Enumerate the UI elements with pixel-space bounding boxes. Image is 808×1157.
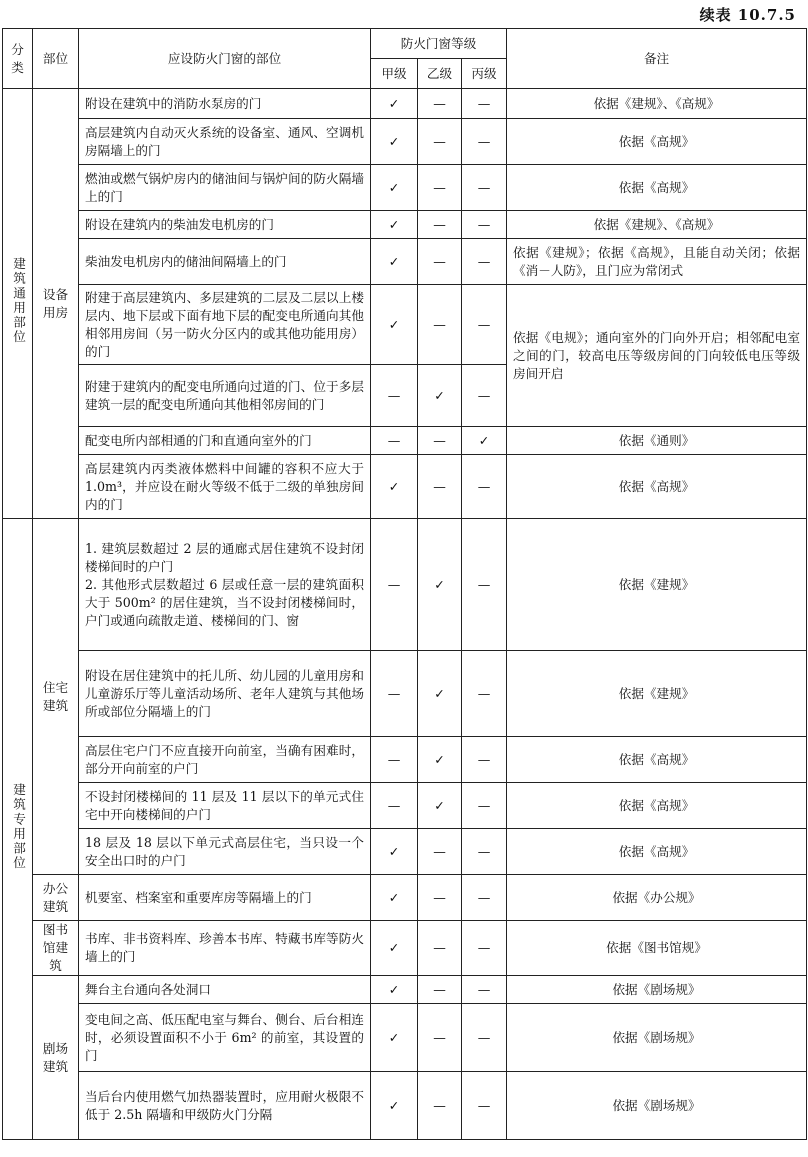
table-row <box>3 829 807 875</box>
remark: 依据《高规》 <box>507 829 807 875</box>
grade-a-mark: — <box>371 519 418 651</box>
grade-c-mark: — <box>462 875 507 921</box>
grade-a-mark: ✓ <box>371 921 418 976</box>
grade-b-mark: — <box>418 875 462 921</box>
door-location: 柴油发电机房内的储油间隔墙上的门 <box>79 239 371 285</box>
remark: 依据《高规》 <box>507 119 807 165</box>
remark: 依据《高规》 <box>507 165 807 211</box>
remark: 依据《建规》、《高规》 <box>507 211 807 239</box>
remark: 依据《高规》 <box>507 455 807 519</box>
grade-c-mark: — <box>462 239 507 285</box>
grade-c-mark: — <box>462 921 507 976</box>
grade-b-mark: ✓ <box>418 783 462 829</box>
grade-a-mark: ✓ <box>371 165 418 211</box>
grade-a-mark: ✓ <box>371 1004 418 1072</box>
grade-b-mark: — <box>418 1072 462 1140</box>
grade-b-mark: — <box>418 239 462 285</box>
table-row <box>3 651 807 737</box>
header-category: 分类 <box>3 29 33 89</box>
remark: 依据《剧场规》 <box>507 1072 807 1140</box>
grade-c-mark: ✓ <box>462 427 507 455</box>
grade-c-mark: — <box>462 783 507 829</box>
table-row <box>3 285 807 365</box>
grade-c-mark: — <box>462 829 507 875</box>
grade-a-mark: — <box>371 651 418 737</box>
table-row <box>3 1072 807 1140</box>
grade-b-mark: — <box>418 976 462 1004</box>
grade-c-mark: — <box>462 119 507 165</box>
table-row <box>3 239 807 285</box>
location-cell: 办公建筑 <box>33 875 79 921</box>
remark: 依据《建规》；依据《高规》，且能自动关闭；依据《消－人防》，且门应为常闭式 <box>507 239 807 285</box>
remark: 依据《通则》 <box>507 427 807 455</box>
door-location: 燃油或燃气锅炉房内的储油间与锅炉间的防火隔墙上的门 <box>79 165 371 211</box>
grade-a-mark: ✓ <box>371 976 418 1004</box>
door-location: 配变电所内部相通的门和直通向室外的门 <box>79 427 371 455</box>
table-row <box>3 455 807 519</box>
grade-c-mark: — <box>462 1004 507 1072</box>
header-location: 部位 <box>33 29 79 89</box>
location-cell: 住宅建筑 <box>33 519 79 875</box>
remark: 依据《剧场规》 <box>507 976 807 1004</box>
door-location: 机要室、档案室和重要库房等隔墙上的门 <box>79 875 371 921</box>
grade-a-mark: ✓ <box>371 89 418 119</box>
grade-b-mark: — <box>418 165 462 211</box>
door-location: 附设在居住建筑中的托儿所、幼儿园的儿童用房和儿童游乐厅等儿童活动场所、老年人建筑与其他场所或部位分隔墙上的门 <box>79 651 371 737</box>
remark: 依据《建规》 <box>507 519 807 651</box>
grade-c-mark: — <box>462 651 507 737</box>
door-location: 书库、非书资料库、珍善本书库、特藏书库等防火墙上的门 <box>79 921 371 976</box>
grade-b-mark: — <box>418 211 462 239</box>
door-location: 附设在建筑中的消防水泵房的门 <box>79 89 371 119</box>
table-caption: 续表 10.7.5 <box>699 6 796 24</box>
grade-c-mark: — <box>462 455 507 519</box>
table-row <box>3 783 807 829</box>
remark: 依据《电规》；通向室外的门向外开启；相邻配电室之间的门，较高电压等级房间的门向较低电压等级房间开启 <box>507 285 807 427</box>
grade-b-mark: — <box>418 119 462 165</box>
remark: 依据《建规》、《高规》 <box>507 89 807 119</box>
grade-c-mark: — <box>462 285 507 365</box>
table-row <box>3 519 807 651</box>
category-cell: 建筑通用部位 <box>3 89 33 519</box>
grade-b-mark: — <box>418 89 462 119</box>
door-location: 高层住宅户门不应直接开向前室，当确有困难时，部分开向前室的户门 <box>79 737 371 783</box>
door-location: 18 层及 18 层以下单元式高层住宅，当只设一个安全出口时的户门 <box>79 829 371 875</box>
grade-b-mark: ✓ <box>418 519 462 651</box>
grade-c-mark: — <box>462 976 507 1004</box>
grade-a-mark: ✓ <box>371 829 418 875</box>
grade-a-mark: ✓ <box>371 285 418 365</box>
grade-c-mark: — <box>462 211 507 239</box>
grade-a-mark: ✓ <box>371 875 418 921</box>
grade-b-mark: ✓ <box>418 737 462 783</box>
header-doors: 应设防火门窗的部位 <box>79 29 371 89</box>
table-row <box>3 89 807 119</box>
grade-b-mark: ✓ <box>418 651 462 737</box>
location-cell: 设备用房 <box>33 89 79 519</box>
door-location: 不设封闭楼梯间的 11 层及 11 层以下的单元式住宅中开向楼梯间的户门 <box>79 783 371 829</box>
table-row <box>3 875 807 921</box>
location-cell: 剧场建筑 <box>33 976 79 1140</box>
grade-c-mark: — <box>462 1072 507 1140</box>
grade-a-mark: ✓ <box>371 455 418 519</box>
table-row <box>3 737 807 783</box>
grade-c-mark: — <box>462 165 507 211</box>
header-remarks: 备注 <box>507 29 807 89</box>
grade-a-mark: — <box>371 365 418 427</box>
door-location: 高层建筑内自动灭火系统的设备室、通风、空调机房隔墙上的门 <box>79 119 371 165</box>
grade-a-mark: — <box>371 427 418 455</box>
grade-b-mark: — <box>418 427 462 455</box>
grade-c-mark: — <box>462 737 507 783</box>
table-row <box>3 1004 807 1072</box>
remark: 依据《图书馆规》 <box>507 921 807 976</box>
grade-b-mark: ✓ <box>418 365 462 427</box>
door-location: 舞台主台通向各处洞口 <box>79 976 371 1004</box>
header-grade-a: 甲级 <box>371 59 418 89</box>
grade-c-mark: — <box>462 365 507 427</box>
grade-b-mark: — <box>418 829 462 875</box>
table-row <box>3 427 807 455</box>
grade-a-mark: ✓ <box>371 239 418 285</box>
grade-b-mark: — <box>418 285 462 365</box>
grade-c-mark: — <box>462 89 507 119</box>
table-row <box>3 976 807 1004</box>
door-location: 变电间之高、低压配电室与舞台、侧台、后台相连时，必须设置面积不小于 6m² 的前室，其设置的门 <box>79 1004 371 1072</box>
grade-b-mark: — <box>418 455 462 519</box>
door-location: 当后台内使用燃气加热器装置时，应用耐火极限不低于 2.5h 隔墙和甲级防火门分隔 <box>79 1072 371 1140</box>
remark: 依据《办公规》 <box>507 875 807 921</box>
remark: 依据《剧场规》 <box>507 1004 807 1072</box>
category-cell: 建筑专用部位 <box>3 519 33 1140</box>
door-location: 附设在建筑内的柴油发电机房的门 <box>79 211 371 239</box>
door-location: 高层建筑内丙类液体燃料中间罐的容积不应大于 1.0m³，并应设在耐火等级不低于二级的单独房间内的门 <box>79 455 371 519</box>
grade-a-mark: — <box>371 737 418 783</box>
table-row <box>3 165 807 211</box>
remark: 依据《高规》 <box>507 783 807 829</box>
door-location: 附建于建筑内的配变电所通向过道的门、位于多层建筑一层的配变电所通向其他相邻房间的门 <box>79 365 371 427</box>
door-location: 1. 建筑层数超过 2 层的通廊式居住建筑不设封闭楼梯间时的户门 2. 其他形式层数超过 6 层或任意一层的建筑面积大于 500m² 的居住建筑，当不设封闭楼梯间时，户门或通向疏散走道、楼梯间的门、窗 <box>79 519 371 651</box>
table-row <box>3 119 807 165</box>
header-grade-c: 丙级 <box>462 59 507 89</box>
grade-c-mark: — <box>462 519 507 651</box>
door-location: 附建于高层建筑内、多层建筑的二层及二层以上楼层内、地下层或下面有地下层的配变电所通向其他相邻用房间（另一防火分区内的或其他功能用房）的门 <box>79 285 371 365</box>
grade-a-mark: ✓ <box>371 1072 418 1140</box>
grade-b-mark: — <box>418 1004 462 1072</box>
table-row <box>3 921 807 976</box>
grade-a-mark: — <box>371 783 418 829</box>
remark: 依据《高规》 <box>507 737 807 783</box>
location-cell: 图书馆建筑 <box>33 921 79 976</box>
grade-a-mark: ✓ <box>371 211 418 239</box>
header-grade: 防火门窗等级 <box>371 29 507 59</box>
header-grade-b: 乙级 <box>418 59 462 89</box>
remark: 依据《建规》 <box>507 651 807 737</box>
fire-door-table <box>2 28 807 1140</box>
grade-b-mark: — <box>418 921 462 976</box>
grade-a-mark: ✓ <box>371 119 418 165</box>
table-row <box>3 211 807 239</box>
